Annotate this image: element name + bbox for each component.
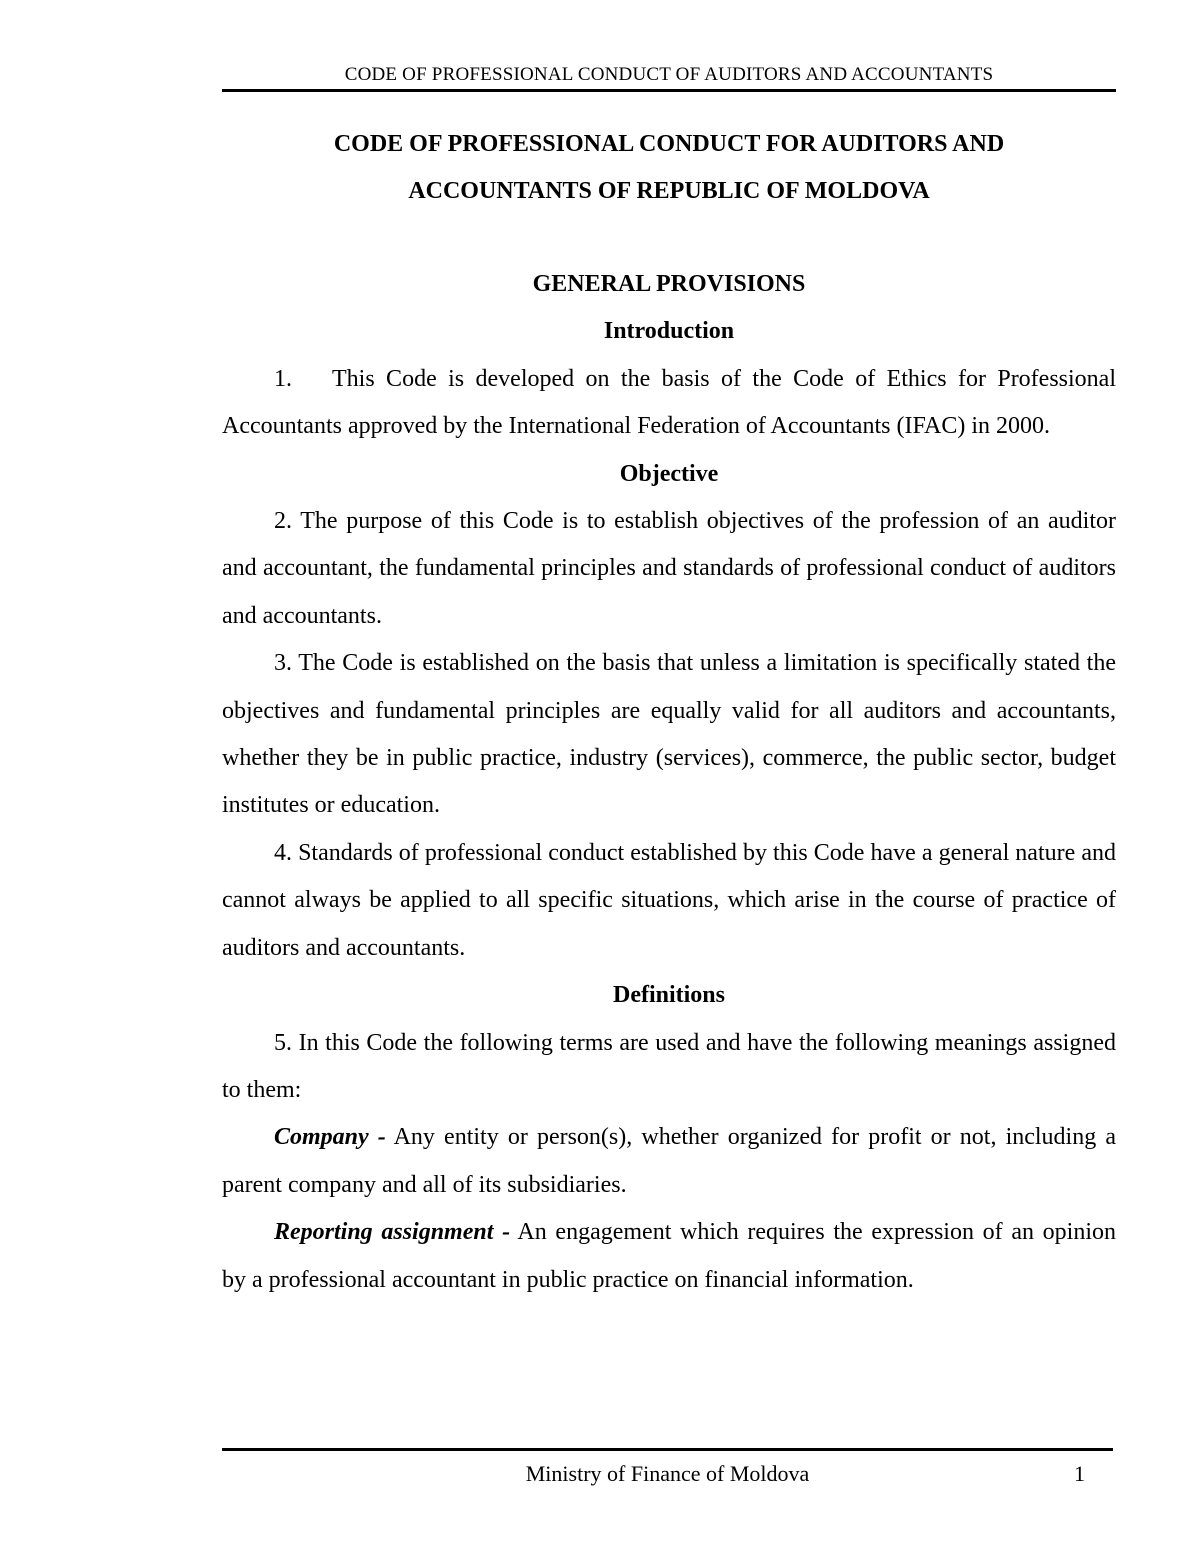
- title-spacer: [222, 215, 1116, 261]
- definition-text: Any entity or person(s), whether organized for profit or not, including a parent company and all of its subsidiaries.: [222, 1124, 1117, 1198]
- document-title-line-1: CODE OF PROFESSIONAL CONDUCT FOR AUDITORS AND: [333, 131, 1005, 157]
- definition-term: Company -: [274, 1124, 386, 1151]
- footer-rule: [222, 1448, 1113, 1451]
- document-body: [222, 121, 1116, 1304]
- paragraph-1-text: This Code is developed on the basis of the Code of Ethics for Professional Accountants approved by the International Federation of Accountants (IFAC) in 2000.: [222, 365, 1116, 440]
- footer-organization: Ministry of Finance of Moldova: [525, 1461, 810, 1486]
- paragraph-5: 5. In this Code the following terms are used and have the following meanings assigned to them:: [222, 1029, 1116, 1103]
- paragraph-1: [222, 356, 1116, 451]
- subheading-introduction: Introduction: [603, 318, 735, 345]
- definition-text: An engagement which requires the expression of an opinion by a professional accountant in public practice on financial information.: [222, 1219, 1116, 1293]
- definition-reporting-assignment: [222, 1209, 1116, 1304]
- definition-term: Reporting assignment -: [274, 1219, 511, 1246]
- definition-company: [222, 1114, 1116, 1209]
- paragraph-2: 2. The purpose of this Code is to establish objectives of the profession of an auditor and accountant, the fundamental principles and standards of professional conduct of auditors and accountants.: [222, 508, 1116, 629]
- subheading-definitions: Definitions: [612, 982, 725, 1009]
- page-number: 1: [1074, 1461, 1085, 1486]
- header-rule: [222, 89, 1116, 92]
- subheading-objective: Objective: [619, 460, 719, 487]
- paragraph-1-number: 1.: [274, 365, 292, 392]
- running-header: CODE OF PROFESSIONAL CONDUCT OF AUDITORS AND ACCOUNTANTS: [344, 64, 994, 85]
- document-title-line-2: ACCOUNTANTS OF REPUBLIC OF MOLDOVA: [408, 178, 930, 204]
- paragraph-3: 3. The Code is established on the basis that unless a limitation is specifically stated the objectives and fundamental principles are equally valid for all auditors and accountants, whether they be in public practice, industry (services), commerce, the public sector, budget institutes or education.: [222, 650, 1116, 819]
- paragraph-4: 4. Standards of professional conduct established by this Code have a general nature and cannot always be applied to all specific situations, which arise in the course of practice of auditors and accountants.: [222, 839, 1116, 961]
- section-heading: GENERAL PROVISIONS: [532, 271, 806, 297]
